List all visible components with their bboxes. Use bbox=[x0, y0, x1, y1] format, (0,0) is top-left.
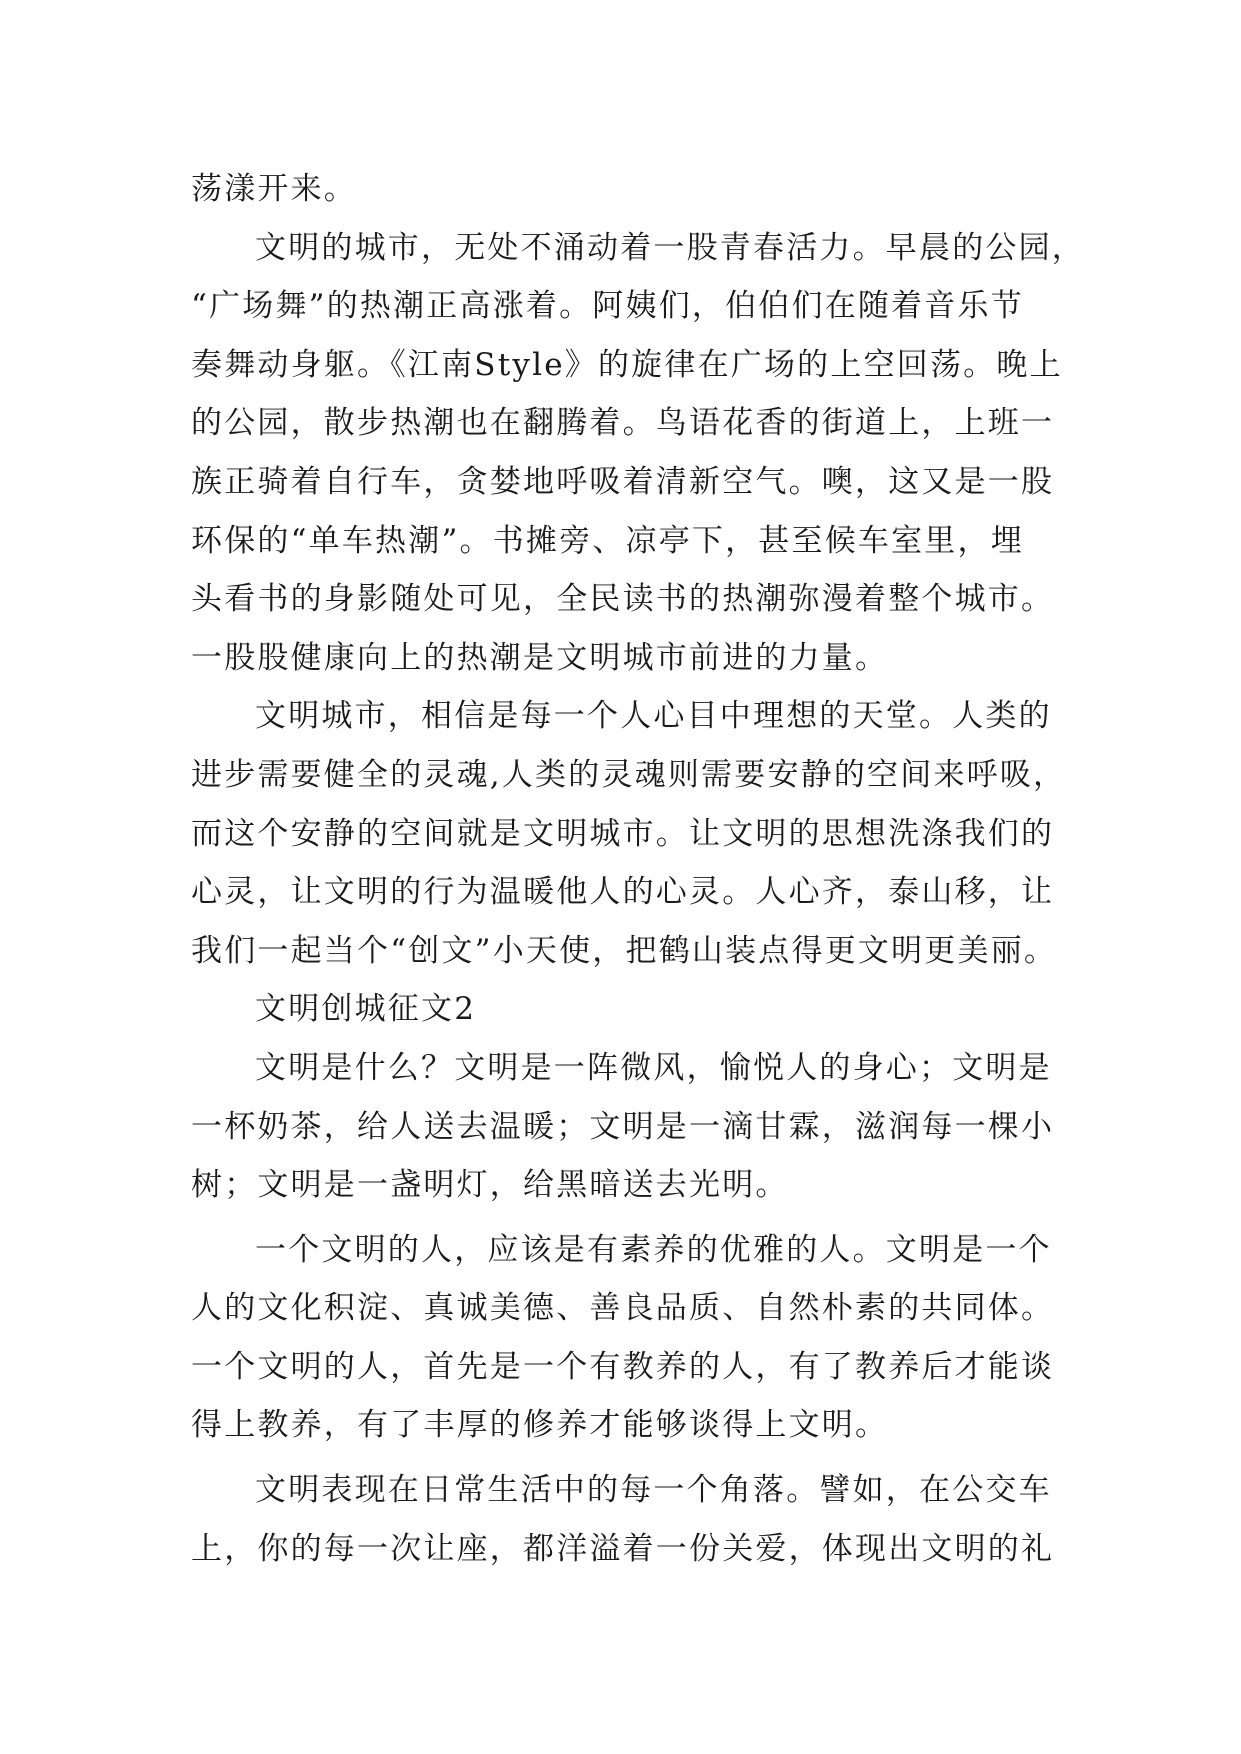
document-body bbox=[191, 160, 1085, 1578]
text-line: 一股股健康向上的热潮是文明城市前进的力量。 bbox=[191, 639, 889, 676]
section-heading: 文明创城征文2 bbox=[255, 991, 477, 1028]
text-line: 奏舞动身躯。《江南Style》的旋律在广场的上空回荡。晚上 bbox=[191, 346, 1063, 383]
text-line: 人的文化积淀、真诚美德、善良品质、自然朴素的共同体。 bbox=[191, 1290, 1055, 1327]
paragraph-start-line: 一个文明的人，应该是有素养的优雅的人。文明是一个 bbox=[255, 1231, 1052, 1268]
text-line: 心灵，让文明的行为温暖他人的心灵。人心齐，泰山移，让 bbox=[191, 874, 1055, 911]
text-line: 头看书的身影随处可见，全民读书的热潮弥漫着整个城市。 bbox=[191, 581, 1055, 618]
text-line: 荡漾开来。 bbox=[191, 171, 357, 207]
text-line: 而这个安静的空间就是文明城市。让文明的思想洗涤我们的 bbox=[191, 815, 1055, 852]
text-line: 上，你的每一次让座，都洋溢着一份关爱，体现出文明的礼 bbox=[191, 1530, 1055, 1567]
paragraph-start-line: 文明是什么？文明是一阵微风，愉悦人的身心；文明是 bbox=[255, 1049, 1052, 1086]
text-line: 得上教养，有了丰厚的修养才能够谈得上文明。 bbox=[191, 1407, 889, 1444]
text-line: 树；文明是一盏明灯，给黑暗送去光明。 bbox=[191, 1167, 789, 1204]
text-line: “广场舞”的热潮正高涨着。阿姨们，伯伯们在随着音乐节 bbox=[191, 288, 1024, 325]
text-line: 的公园，散步热潮也在翻腾着。鸟语花香的街道上，上班一 bbox=[191, 405, 1055, 442]
paragraph-start-line: 文明的城市，无处不涌动着一股青春活力。早晨的公园， bbox=[255, 229, 1085, 266]
text-line: 进步需要健全的灵魂,人类的灵魂则需要安静的空间来呼吸， bbox=[191, 756, 1067, 793]
paragraph-start-line: 文明表现在日常生活中的每一个角落。譬如，在公交车 bbox=[255, 1472, 1052, 1509]
text-line: 族正骑着自行车，贪婪地呼吸着清新空气。噢，这又是一股 bbox=[191, 463, 1055, 500]
paragraph-start-line: 文明城市，相信是每一个人心目中理想的天堂。人类的 bbox=[255, 698, 1052, 735]
text-line: 我们一起当个“创文”小天使，把鹤山装点得更文明更美丽。 bbox=[191, 932, 1058, 969]
text-line: 环保的“单车热潮”。书摊旁、凉亭下，甚至候车室里，埋 bbox=[191, 522, 1024, 559]
text-line: 一个文明的人，首先是一个有教养的人，有了教养后才能谈 bbox=[191, 1348, 1055, 1385]
text-line: 一杯奶茶，给人送去温暖；文明是一滴甘霖，滋润每一棵小 bbox=[191, 1108, 1055, 1145]
